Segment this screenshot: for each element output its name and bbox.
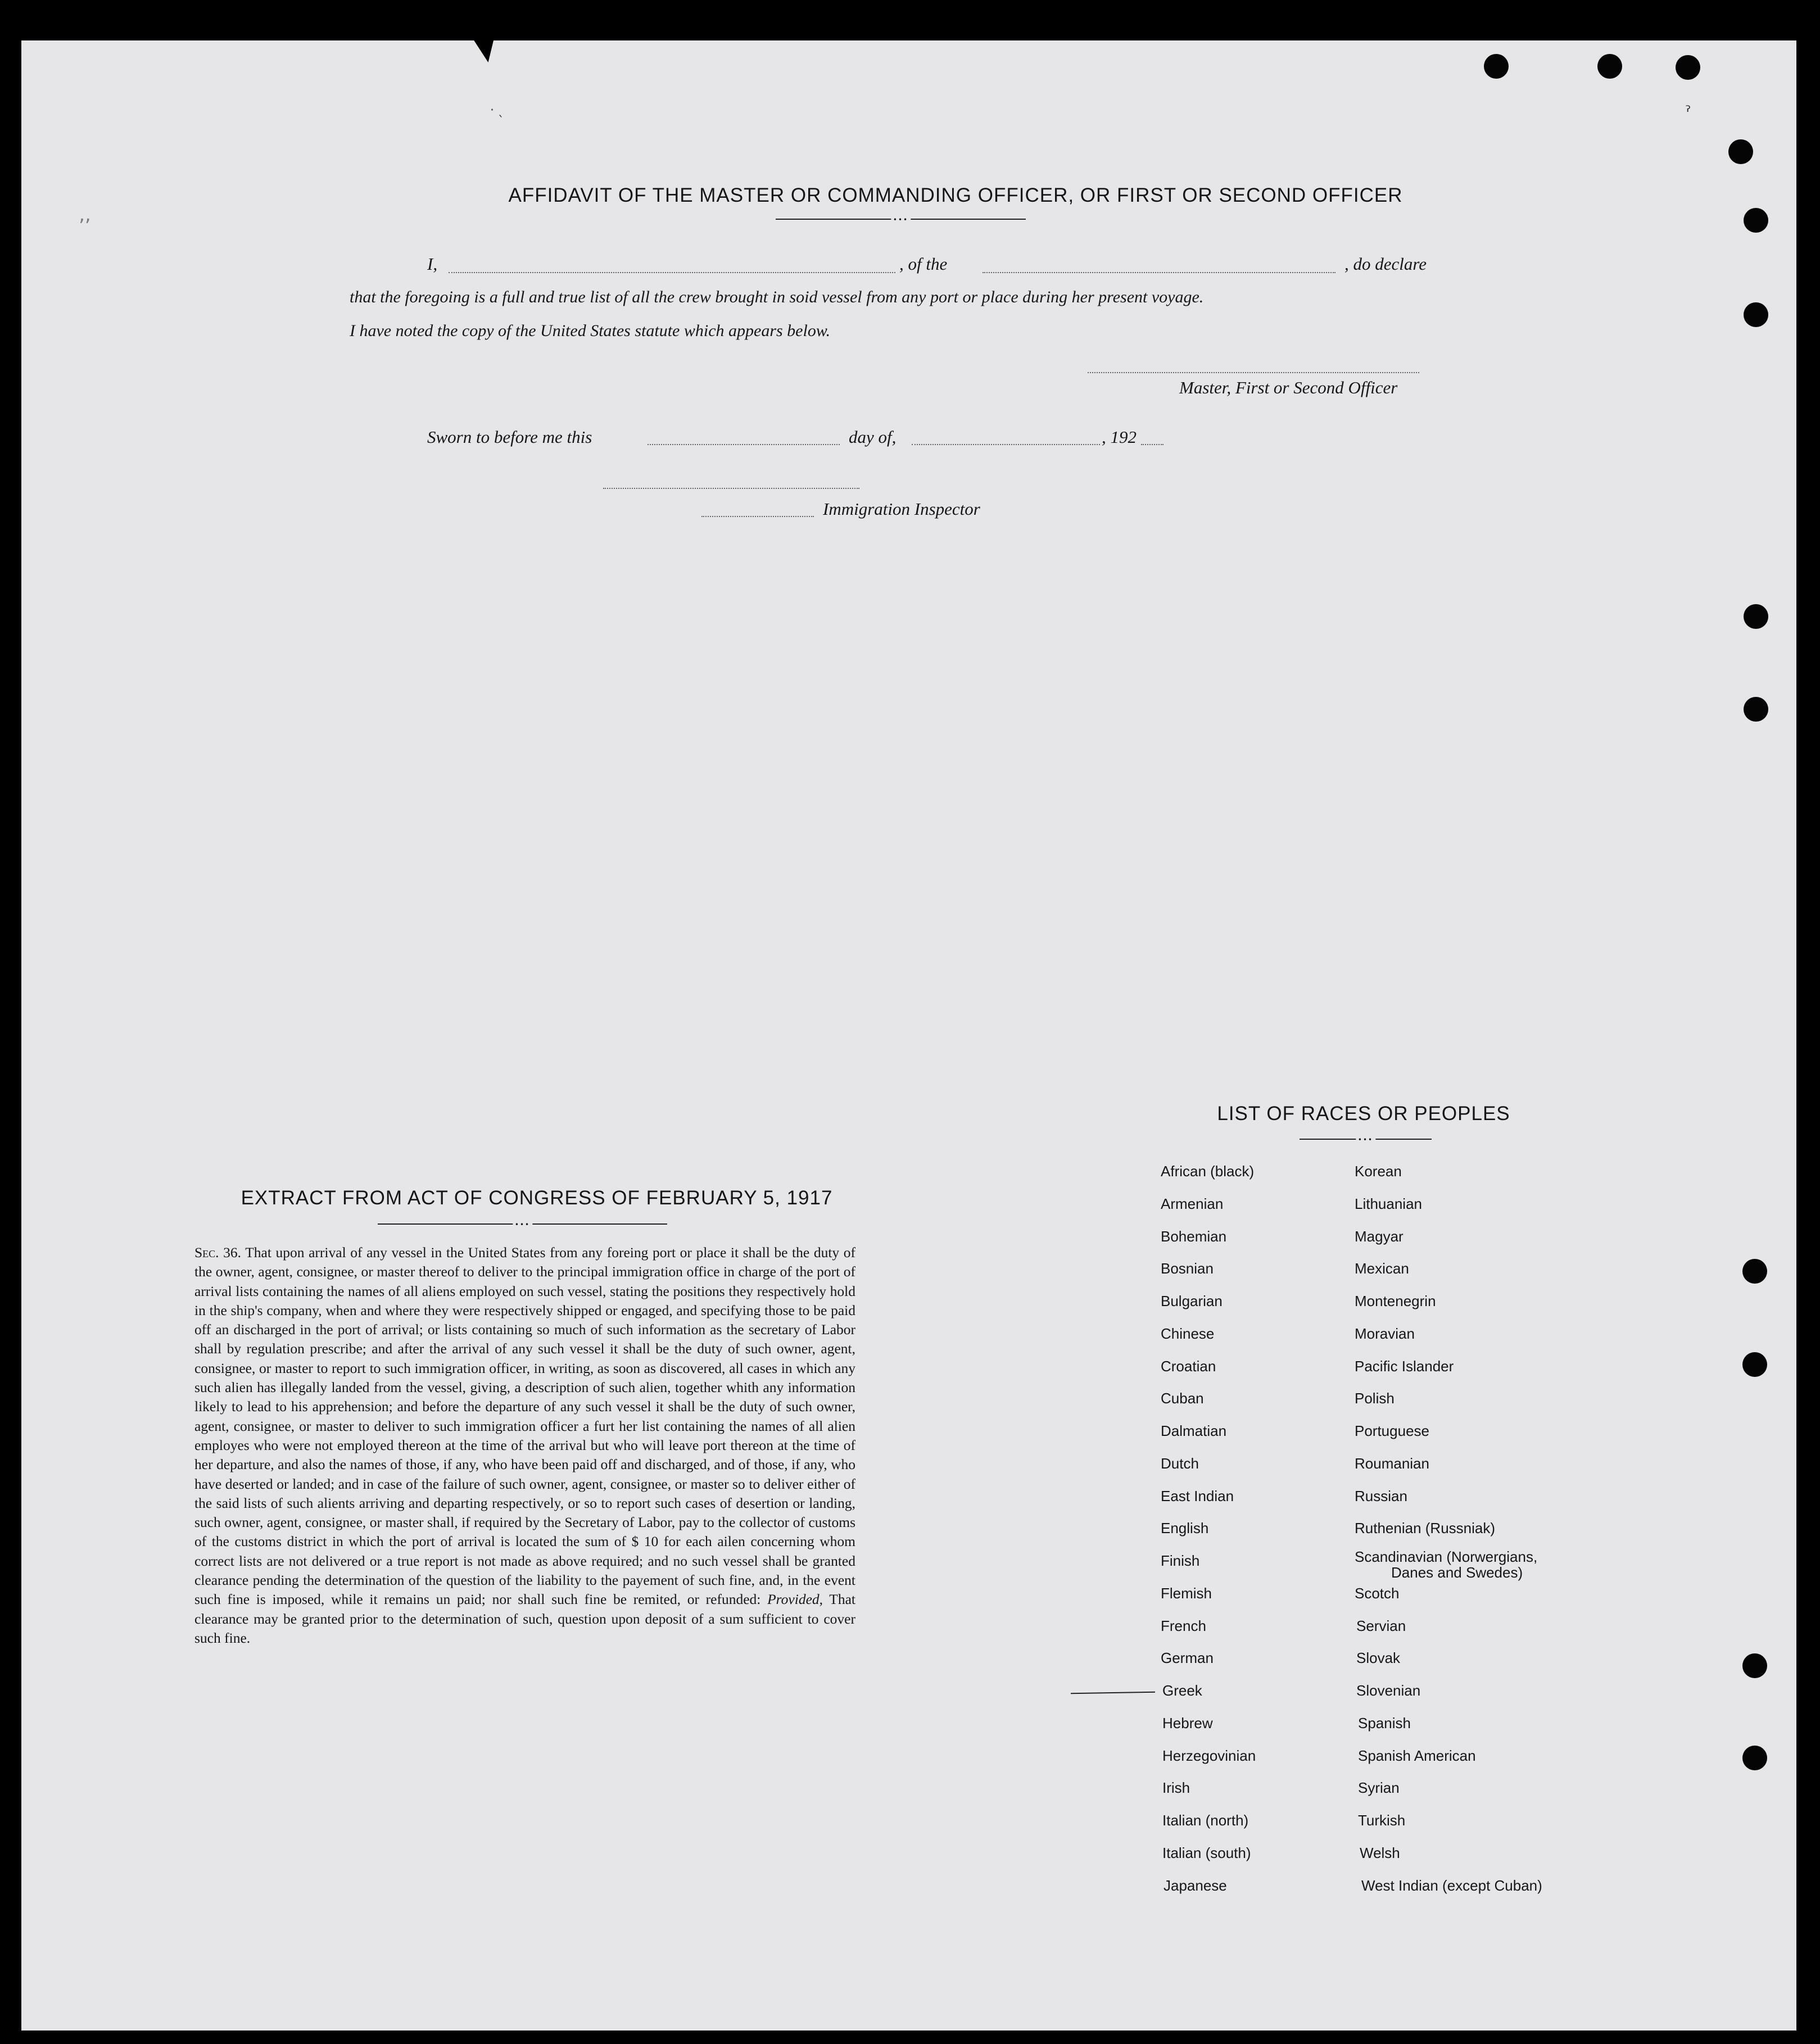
race-item: Bohemian	[1161, 1228, 1227, 1245]
statute-body-end: That clearance may be granted prior to the determination of such, question upon deposit of a sum sufficient to cover such fine.	[194, 1591, 855, 1646]
race-item: Russian	[1355, 1488, 1407, 1504]
race-item: Dutch	[1161, 1455, 1199, 1472]
stray-mark: ˀ	[1685, 102, 1691, 121]
punch-hole	[1744, 697, 1768, 722]
punch-hole	[1744, 208, 1768, 233]
race-item: Spanish American	[1358, 1747, 1476, 1764]
race-item: African (black)	[1161, 1163, 1255, 1180]
race-item: Croatian	[1161, 1358, 1216, 1375]
race-item: Scandinavian (Norwergians,	[1355, 1548, 1538, 1565]
race-item: Polish	[1355, 1390, 1395, 1407]
race-item: Welsh	[1360, 1844, 1400, 1861]
race-item: East Indian	[1161, 1488, 1234, 1504]
punch-hole	[1742, 1653, 1767, 1678]
race-item: Italian (north)	[1162, 1812, 1249, 1829]
punch-hole	[1742, 1352, 1767, 1377]
section-label: Sec. 36.	[194, 1244, 242, 1261]
race-item: Flemish	[1161, 1585, 1212, 1602]
form-sheet	[21, 40, 1796, 2031]
race-item: German	[1161, 1649, 1214, 1666]
punch-hole	[1744, 604, 1768, 629]
race-item: Magyar	[1355, 1228, 1404, 1245]
race-item: Pacific Islander	[1355, 1358, 1454, 1375]
inspector-signature-line-2[interactable]	[701, 516, 814, 517]
rule-ornament: •••	[513, 1221, 532, 1228]
officer-signature-line[interactable]	[1088, 372, 1419, 373]
race-item: Irish	[1162, 1779, 1190, 1796]
vessel-blank[interactable]	[983, 272, 1335, 273]
officer-signature-caption: Master, First or Second Officer	[1179, 378, 1398, 397]
sworn-day-of: day of,	[849, 427, 897, 447]
sworn-prefix: Sworn to before me this	[427, 427, 592, 447]
races-heading-rule	[1300, 1136, 1432, 1144]
race-item: Bosnian	[1161, 1260, 1214, 1277]
race-item: Ruthenian (Russniak)	[1355, 1520, 1496, 1537]
affidavit-line2: that the foregoing is a full and true list of all the crew brought in soid vessel from any port or place during her present voyage.	[350, 288, 1204, 306]
race-item: Mexican	[1355, 1260, 1409, 1277]
affidavit-line3: I have noted the copy of the United States statute which appears below.	[350, 321, 831, 340]
punch-hole	[1484, 54, 1509, 79]
affidavit-of-the: , of the	[899, 254, 948, 274]
statute-body: That upon arrival of any vessel in the United States from any foreing port or place it shall be the duty of the owner, agent, consignee, or master thereof to deliver to the principal immigration office in charge of the port of arrival lists containing the names of all aliens employed on such vessel, stating the positions they respectively hold in the ship's company, when and where they were respectively shipped or engaged, and specifying those to be paid off an discharged in the port of arrival; or lists containing so much of such information as the secretary of Labor shall by regulation prescribe; and after the arrival of any such vessel it shall be the duty of such owner, agent, consignee, or master to report to such immigration officer, in writing, as soon as discovered, all cases in which any such alien has illegally landed from the vessel, giving, a description of such alien, together whith any information likely to lead to his apprehension; and before the departure of any such vessel it shall be the duty of such owner, agent, consignee, or master to deliver to such immigration officer a furt her list containing the names of all alien employes who were not employed thereon at the time of the arrival but who will leave port thereon at the time of her departure, and also the names of those, if any, who have been paid off and discharged, and of those, if any, who have deserted or landed; and in case of the failure of such owner, agent, consignee, or master so to deliver either of the said lists of such alients arriving and departing respectively, or so to report such cases of desertion or landing, such owner, agent, consignee, or master shall, if required by the Secretary of Labor, pay to the collector of customs of the customs district in which the port of arrival is located the sum of $ 10 for each ailen concerning whom correct lists are not delivered or a true report is not made as above required; and no such vessel shall be granted clearance pending the determination of the question of the liability to the payement of such fine, and, in the event such fine is imposed, while it remains un paid; nor shall such fine be remited, or refunded:	[194, 1244, 855, 1608]
race-item: Servian	[1356, 1617, 1406, 1634]
punch-hole	[1742, 1746, 1767, 1770]
punch-hole	[1744, 302, 1768, 327]
race-item: Spanish	[1358, 1715, 1411, 1732]
race-item: Turkish	[1358, 1812, 1406, 1829]
extract-heading-rule	[378, 1221, 667, 1229]
race-item: Montenegrin	[1355, 1293, 1436, 1309]
race-item: Dalmatian	[1161, 1422, 1227, 1439]
race-item: Lithuanian	[1355, 1195, 1422, 1212]
rule-ornament: •••	[891, 216, 911, 223]
race-item: Bulgarian	[1161, 1293, 1223, 1309]
affidavit-heading-rule	[776, 216, 1026, 224]
race-item: Italian (south)	[1162, 1844, 1251, 1861]
race-item: Moravian	[1355, 1325, 1415, 1342]
statute-provided: Provided,	[767, 1591, 823, 1608]
extract-heading: EXTRACT FROM ACT OF CONGRESS OF FEBRUARY 5, 1917	[241, 1187, 833, 1209]
race-item: Hebrew	[1162, 1715, 1213, 1732]
race-item: English	[1161, 1520, 1209, 1537]
race-item: Greek	[1162, 1682, 1202, 1699]
race-item: Slovak	[1356, 1649, 1401, 1666]
inspector-caption: Immigration Inspector	[823, 499, 980, 519]
races-heading: LIST OF RACES OR PEOPLES	[1217, 1103, 1510, 1125]
affidavit-heading: AFFIDAVIT OF THE MASTER OR COMMANDING OFFICER, OR FIRST OR SECOND OFFICER	[508, 184, 1403, 206]
race-item: Chinese	[1161, 1325, 1215, 1342]
race-item: Herzegovinian	[1162, 1747, 1256, 1764]
punch-hole	[1597, 54, 1622, 79]
race-item: Cuban	[1161, 1390, 1204, 1407]
race-item: Portuguese	[1355, 1422, 1429, 1439]
sworn-day-blank[interactable]	[648, 444, 840, 445]
race-item: Scotch	[1355, 1585, 1400, 1602]
rule-ornament: •••	[1356, 1136, 1375, 1143]
affidavit-do-declare: , do declare	[1344, 254, 1427, 274]
punch-hole	[1676, 55, 1700, 80]
sworn-month-blank[interactable]	[912, 444, 1100, 445]
race-item: Finish	[1161, 1552, 1200, 1569]
race-item: Japanese	[1163, 1877, 1227, 1894]
race-item: Armenian	[1161, 1195, 1224, 1212]
inspector-signature-line[interactable]	[603, 488, 859, 489]
stray-mark: · ˎ	[490, 103, 504, 117]
race-item: Slovenian	[1356, 1682, 1421, 1699]
stray-mark: ‚‚	[79, 203, 91, 226]
race-item-continuation: Danes and Swedes)	[1391, 1564, 1523, 1581]
race-item: Syrian	[1358, 1779, 1400, 1796]
race-item: West Indian (except Cuban)	[1361, 1877, 1542, 1894]
race-item: Roumanian	[1355, 1455, 1429, 1472]
race-item: Korean	[1355, 1163, 1402, 1180]
punch-hole	[1728, 139, 1753, 164]
statute-text	[194, 1243, 855, 1648]
punch-hole	[1742, 1259, 1767, 1284]
sworn-year-blank[interactable]	[1141, 444, 1163, 445]
sworn-year: , 192	[1102, 427, 1137, 447]
name-blank[interactable]	[449, 272, 895, 273]
affidavit-i: I,	[427, 254, 438, 274]
race-item: French	[1161, 1617, 1206, 1634]
